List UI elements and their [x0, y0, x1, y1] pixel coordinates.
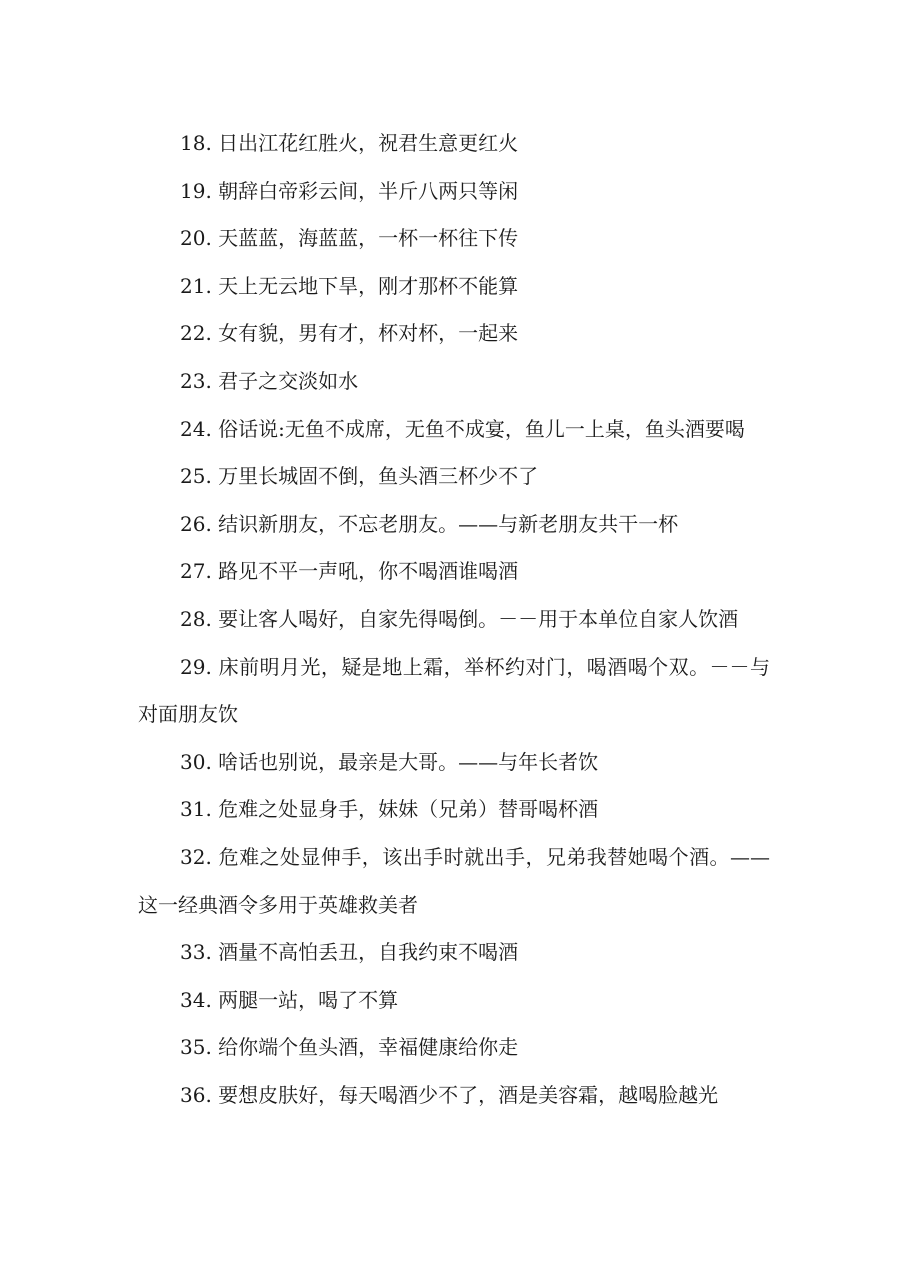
list-item: 26. 结识新朋友，不忘老朋友。——与新老朋友共干一杯: [180, 511, 679, 536]
list-item: 24. 俗话说:无鱼不成席，无鱼不成宴，鱼儿一上桌，鱼头酒要喝: [180, 416, 745, 441]
list-item: 36. 要想皮肤好，每天喝酒少不了，酒是美容霜，越喝脸越光: [180, 1082, 719, 1107]
list-item: 34. 两腿一站，喝了不算: [180, 987, 399, 1012]
list-item: 18. 日出江花红胜火，祝君生意更红火: [180, 131, 519, 155]
list-item: 27. 路见不平一声吼，你不喝酒谁喝酒: [180, 559, 519, 584]
list-item: 29. 床前明月光，疑是地上霜，举杯约对门，喝酒喝个双。－－与对面朋友饮: [138, 654, 770, 727]
list-item: 20. 天蓝蓝，海蓝蓝，一杯一杯往下传: [180, 226, 519, 251]
document-body: [138, 120, 770, 1119]
list-item: 35. 给你端个鱼头酒，幸福健康给你走: [180, 1035, 519, 1060]
list-item: 23. 君子之交淡如水: [180, 368, 359, 393]
list-item: 32. 危难之处显伸手，该出手时就出手，兄弟我替她喝个酒。——这一经典酒令多用于英雄救美者: [138, 844, 770, 917]
list-item: 25. 万里长城固不倒，鱼头酒三杯少不了: [180, 464, 539, 489]
list-item: 33. 酒量不高怕丢丑，自我约束不喝酒: [180, 940, 519, 965]
list-item: 21. 天上无云地下旱，刚才那杯不能算: [180, 273, 519, 298]
list-item: 28. 要让客人喝好，自家先得喝倒。－－用于本单位自家人饮酒: [180, 606, 739, 631]
list-item: 30. 啥话也别说，最亲是大哥。——与年长者饮: [180, 749, 599, 774]
list-item: 19. 朝辞白帝彩云间，半斤八两只等闲: [180, 178, 519, 203]
list-item: 22. 女有貌，男有才，杯对杯，一起来: [180, 321, 519, 346]
list-item: 31. 危难之处显身手，妹妹（兄弟）替哥喝杯酒: [180, 797, 599, 822]
